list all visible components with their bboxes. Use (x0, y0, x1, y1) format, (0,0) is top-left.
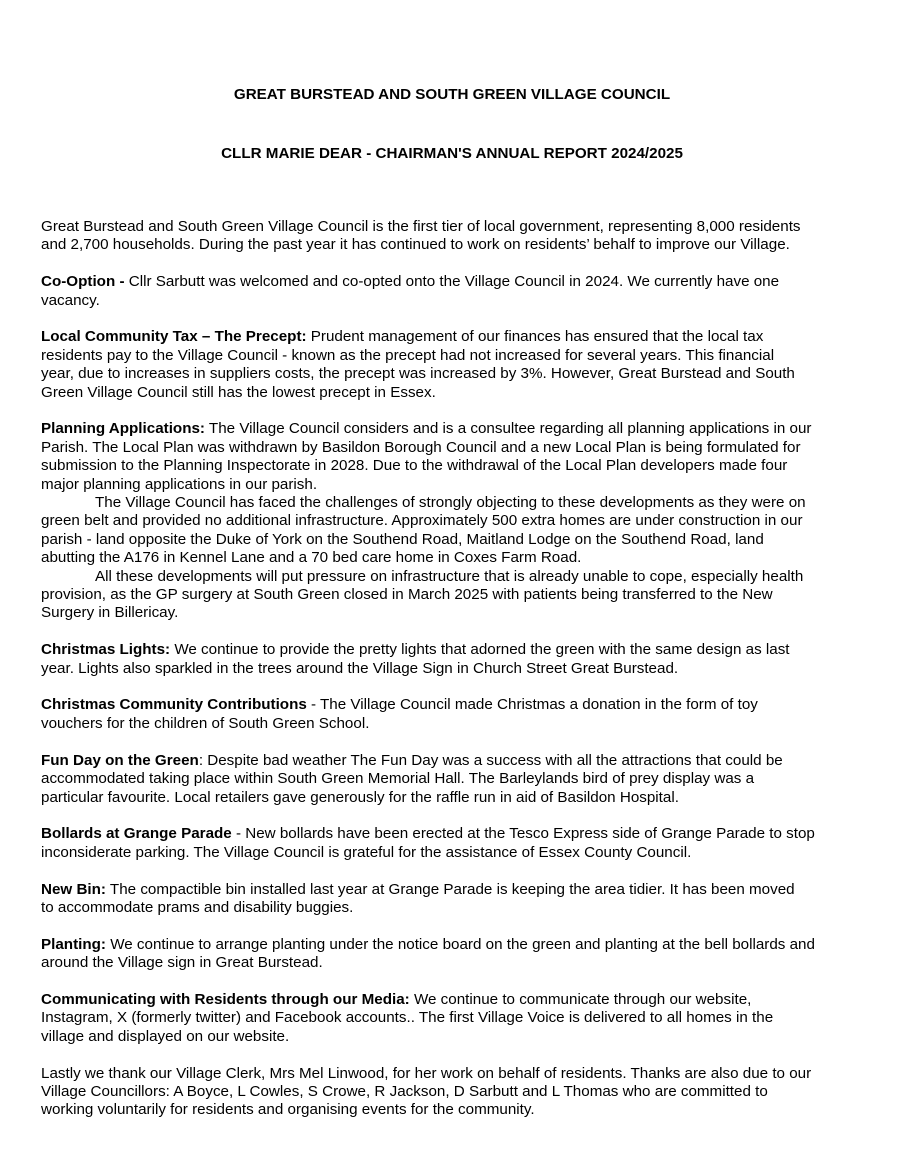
section-text: : Despite bad weather The Fun Day was a success with all the attractions that could be (198, 751, 783, 769)
text-line: Parish. The Local Plan was withdrawn by Basildon Borough Council and a new Local Plan is being formulated for (41, 438, 801, 456)
section-heading: New Bin: (41, 880, 106, 898)
closing-paragraph (41, 1065, 873, 1120)
council-title: GREAT BURSTEAD AND SOUTH GREEN VILLAGE COUNCIL (233, 86, 671, 103)
section-text: We continue to provide the pretty lights that adorned the green with the same design as last (170, 641, 790, 659)
text-line: year. Lights also sparkled in the trees around the Village Sign in Church Street Great Burstead. (41, 659, 679, 677)
section-text: We continue to communicate through our website, (409, 990, 752, 1008)
text-line: and 2,700 households. During the past year it has continued to work on residents’ behalf to improve our Village. (41, 236, 790, 254)
section-heading: Communicating with Residents through our Media: (41, 990, 410, 1008)
section-heading: Christmas Lights: (41, 641, 171, 659)
text-line: year, due to increases in suppliers costs, the precept was increased by 3%. However, Great Burstead and South (41, 365, 795, 383)
new-bin-section (41, 881, 873, 918)
text-line (41, 641, 873, 659)
text-line: The Village Council has faced the challenges of strongly objecting to these developments as they were on (95, 494, 806, 512)
text-line: Village Councillors: A Boyce, L Cowles, S Crowe, R Jackson, D Sarbutt and L Thomas who are committed to (41, 1082, 768, 1100)
christmas-lights-section (41, 641, 873, 678)
intro-paragraph (41, 218, 873, 255)
section-heading: Co-Option - (41, 273, 125, 291)
text-line (41, 696, 873, 714)
text-line: accommodated taking place within South Green Memorial Hall. The Barleylands bird of prey display was a (41, 770, 755, 788)
text-line: inconsiderate parking. The Village Council is grateful for the assistance of Essex County Council. (41, 843, 692, 861)
text-line: to accommodate prams and disability buggies. (41, 898, 354, 916)
section-text: We continue to arrange planting under the notice board on the green and planting at the bell bollards and (105, 935, 815, 953)
section-text: Prudent management of our finances has ensured that the local tax (306, 328, 764, 346)
planning-section (41, 420, 873, 622)
text-line: vouchers for the children of South Green School. (41, 714, 370, 732)
section-text: - The Village Council made Christmas a donation in the form of toy (306, 696, 758, 714)
text-line: major planning applications in our parish. (41, 475, 318, 493)
planting-section (41, 936, 873, 973)
text-line: village and displayed on our website. (41, 1027, 290, 1045)
text-line: parish - land opposite the Duke of York on the Southend Road, Maitland Lodge on the Southend Road, land (41, 530, 764, 548)
section-heading: Planting: (41, 935, 106, 953)
section-heading: Bollards at Grange Parade (41, 825, 232, 843)
fun-day-section (41, 752, 873, 807)
text-line (41, 328, 873, 346)
section-text: Cllr Sarbutt was welcomed and co-opted onto the Village Council in 2024. We currently have one (124, 273, 780, 291)
text-line (41, 991, 873, 1009)
report-title: CLLR MARIE DEAR - CHAIRMAN'S ANNUAL REPORT 2024/2025 (221, 145, 683, 162)
section-heading: Local Community Tax – The Precept: (41, 328, 307, 346)
text-line (41, 881, 873, 899)
text-line: residents pay to the Village Council - known as the precept had not increased for several years. This financial (41, 346, 775, 364)
text-line (41, 825, 873, 843)
text-line: particular favourite. Local retailers gave generously for the raffle run in aid of Basildon Hospital. (41, 788, 679, 806)
text-line (41, 273, 873, 291)
text-line: vacancy. (41, 291, 100, 309)
text-line (41, 936, 873, 954)
text-line: Surgery in Billericay. (41, 604, 179, 622)
text-line: Lastly we thank our Village Clerk, Mrs Mel Linwood, for her work on behalf of residents. Thanks are also due to our (41, 1064, 812, 1082)
section-heading: Christmas Community Contributions (41, 696, 307, 714)
bollards-section (41, 825, 873, 862)
section-heading: Fun Day on the Green (41, 751, 199, 769)
text-line: All these developments will put pressure on infrastructure that is already unable to cope, especially health (95, 567, 804, 585)
text-line: provision, as the GP surgery at South Green closed in March 2025 with patients being transferred to the New (41, 586, 773, 604)
section-heading: Planning Applications: (41, 420, 205, 438)
christmas-contributions-section (41, 696, 873, 733)
section-text: The compactible bin installed last year at Grange Parade is keeping the area tidier. It has been moved (105, 880, 795, 898)
text-line (41, 752, 873, 770)
section-text: - New bollards have been erected at the Tesco Express side of Grange Parade to stop (231, 825, 815, 843)
text-line: abutting the A176 in Kennel Lane and a 70 bed care home in Coxes Farm Road. (41, 549, 582, 567)
text-line: green belt and provided no additional infrastructure. Approximately 500 extra homes are under construction in our (41, 512, 803, 530)
text-line: Green Village Council still has the lowest precept in Essex. (41, 383, 436, 401)
section-text: The Village Council considers and is a consultee regarding all planning applications in our (204, 420, 812, 438)
report-body (41, 218, 873, 1120)
text-line: working voluntarily for residents and organising events for the community. (41, 1101, 535, 1119)
precept-section (41, 328, 873, 402)
text-line (41, 420, 873, 438)
text-line: Instagram, X (formerly twitter) and Facebook accounts.. The first Village Voice is delivered to all homes in the (41, 1009, 774, 1027)
text-line: submission to the Planning Inspectorate in 2028. Due to the withdrawal of the Local Plan developers made four (41, 457, 788, 475)
media-section (41, 991, 873, 1046)
cooption-section (41, 273, 873, 310)
text-line: Great Burstead and South Green Village Council is the first tier of local government, representing 8,000 residents (41, 218, 801, 235)
text-line: around the Village sign in Great Burstead. (41, 954, 323, 972)
